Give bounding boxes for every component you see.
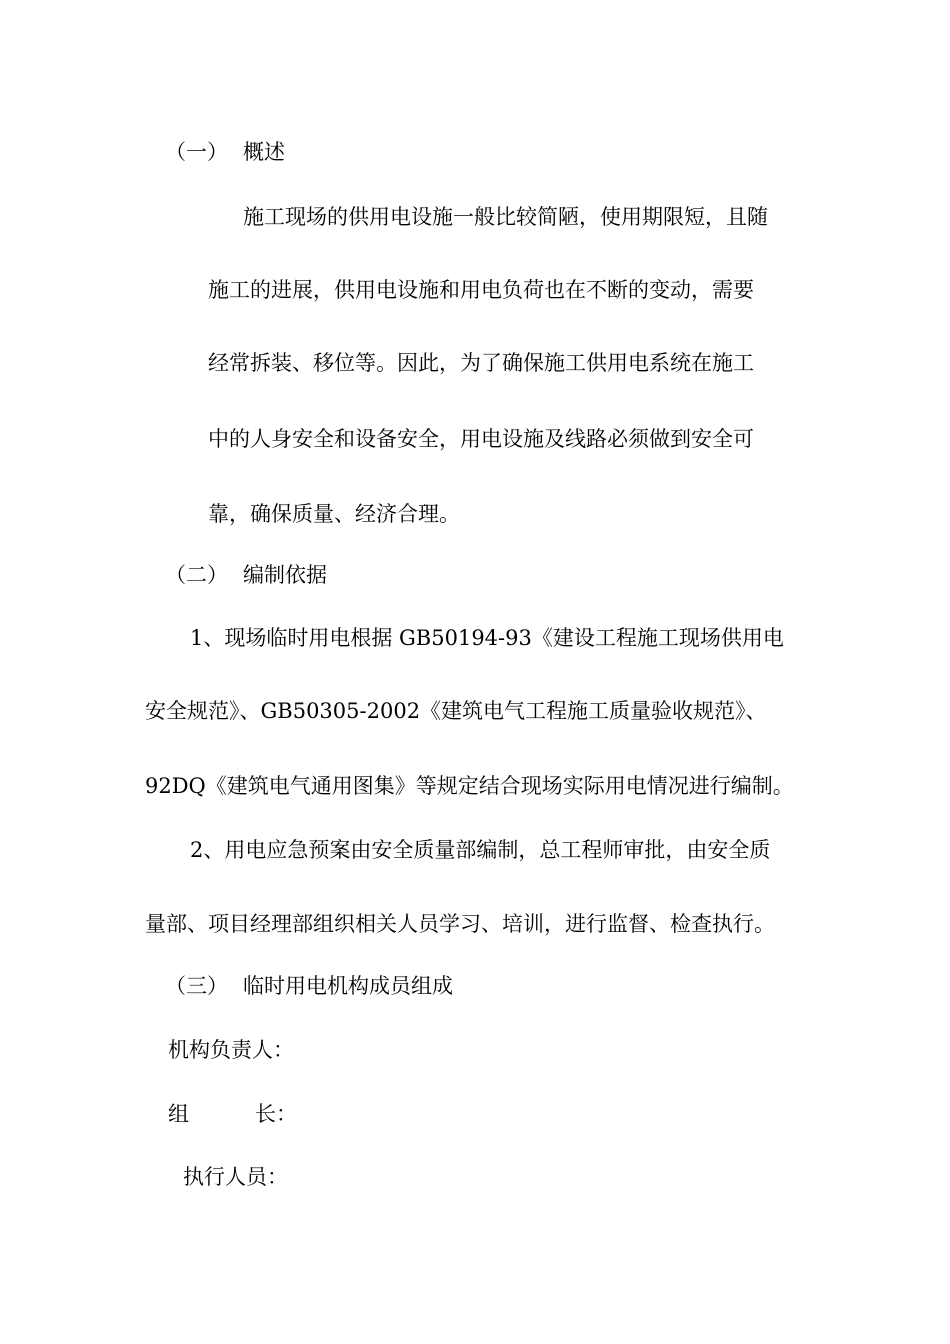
section-number: （二） [165,563,228,587]
paragraph-line: 92DQ《建筑电气通用图集》等规定结合现场实际用电情况进行编制。 [145,774,794,798]
paragraph-line: 经常拆装、移位等。因此，为了确保施工供用电系统在施工 [208,351,754,375]
section-heading-1 [165,138,285,166]
section-title: 编制依据 [243,563,327,587]
paragraph-line: 靠，确保质量、经济合理。 [208,502,460,526]
section-title: 概述 [243,140,285,164]
paragraph-line: 量部、项目经理部组织相关人员学习、培训，进行监督、检查执行。 [145,912,775,936]
leader-label: 机构负责人： [168,1038,294,1062]
section-heading-3 [165,972,453,1000]
group-head-char: 组 [168,1102,189,1126]
paragraph-line: 安全规范》、GB50305-2002《建筑电气工程施工质量验收规范》、 [145,699,767,723]
section-title: 临时用电机构成员组成 [243,974,453,998]
paragraph-line: 中的人身安全和设备安全，用电设施及线路必须做到安全可 [208,427,754,451]
group-head-label [168,1100,297,1128]
group-head-char: 长： [255,1102,297,1126]
paragraph-line: 1、现场临时用电根据 GB50194-93《建设工程施工现场供用电 [190,626,784,650]
paragraph-line: 施工的进展，供用电设施和用电负荷也在不断的变动，需要 [208,278,754,302]
executor-label: 执行人员： [183,1165,288,1189]
paragraph-line: 施工现场的供用电设施一般比较简陋，使用期限短，且随 [243,205,768,229]
section-number: （一） [165,140,228,164]
paragraph-line: 2、用电应急预案由安全质量部编制，总工程师审批，由安全质 [190,838,771,862]
section-heading-2 [165,561,327,589]
section-number: （三） [165,974,228,998]
